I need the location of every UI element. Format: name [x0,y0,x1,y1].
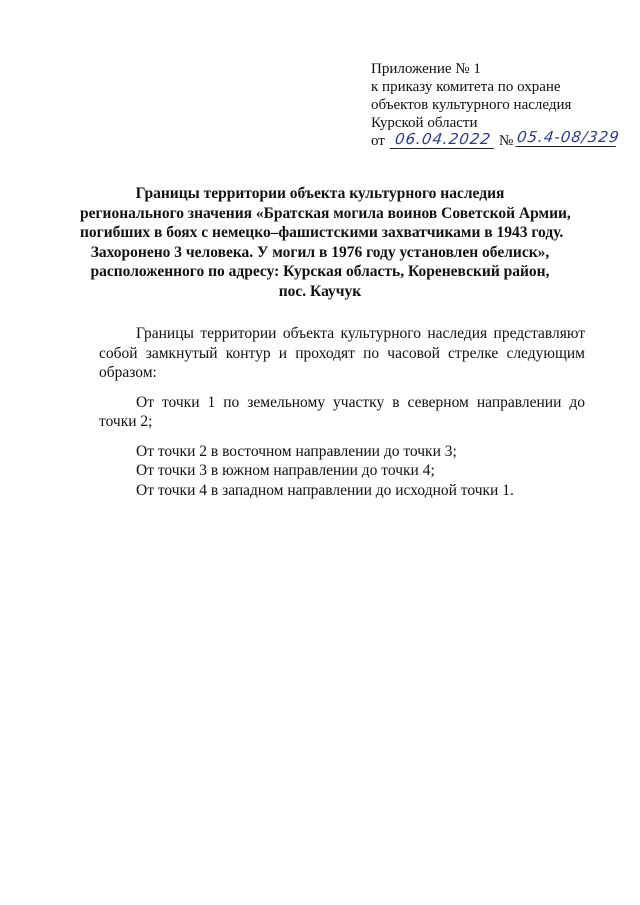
title-line: Захоронено 3 человека. У могил в 1976 году установлен обелиск», [90,243,550,261]
intro-paragraph: Границы территории объекта культурного наследия представляют собой замкнутый контур и проходят по часовой стрелке следующим образом: [99,325,585,381]
number-label: № [499,133,514,149]
committee-name-line: объектов культурного наследия [371,97,572,113]
from-label: от [371,133,385,149]
appendix-number: Приложение № 1 [371,61,481,77]
document-title [80,184,571,301]
title-line: расположенного по адресу: Курская область, Кореневский район, [90,263,550,280]
handwritten-order-number: 05.4-08/329 [515,128,621,146]
title-line: пос. Каучук [278,282,362,300]
boundary-point-paragraph: От точки 2 в восточном направлении до точки 3; [136,442,457,460]
appendix-header [371,60,631,154]
title-line: регионального значения «Братская могила воинов Советской Армии, [80,204,571,222]
order-reference-line: к приказу комитета по охране [371,79,561,95]
order-date-number-line [371,128,631,154]
title-line: погибших в боях с немецко–фашистскими захватчиками в 1943 году. [80,224,564,241]
boundary-point-paragraph: От точки 1 по земельному участку в северном направлении до точки 2; [99,393,585,430]
handwritten-date: 06.04.2022 [390,130,497,149]
document-body [99,324,585,500]
boundary-point-paragraph: От точки 3 в южном направлении до точки 4; [136,462,435,479]
boundary-point-paragraph: От точки 4 в западном направлении до исходной точки 1. [136,481,514,499]
title-line: Границы территории объекта культурного наследия [135,185,505,202]
region-line: Курской области [371,115,478,131]
